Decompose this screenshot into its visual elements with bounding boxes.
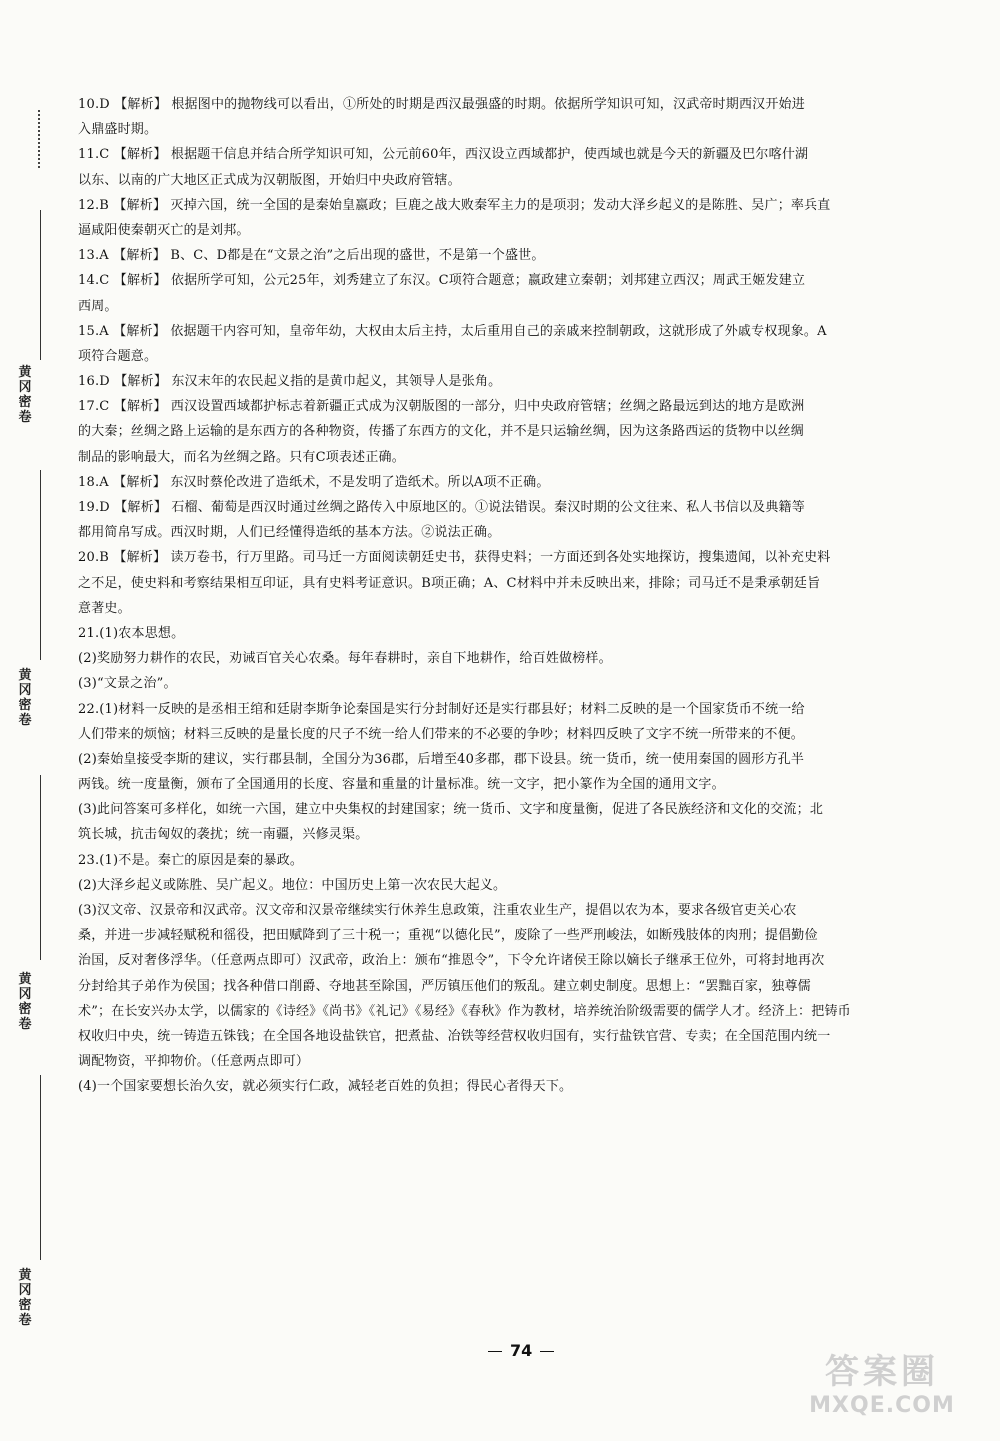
text-line: 分封给其子弟作为侯国；找各种借口削爵、夺地甚至除国，严厉镇压他们的叛乱。建立刺史制度。思想上：“罢黜百家，独尊儒: [78, 978, 811, 994]
site-watermark: [782, 1351, 982, 1431]
side-label: 黄冈密卷: [18, 972, 32, 1032]
text-line: 16.D 【解析】 东汉末年的农民起义指的是黄巾起义，其领导人是张角。: [78, 374, 502, 390]
text-line: 17.C 【解析】 西汉设置西域都护标志着新疆正式成为汉朝版图的一部分，归中央政府管辖；丝绸之路最远到达的地方是欧洲: [78, 399, 805, 415]
text-line: 两钱。统一度量衡，颁布了全国通用的长度、容量和重量的计量标准。统一文字，把小篆作为全国的通用文字。: [78, 777, 725, 793]
text-line: 逼咸阳使秦朝灭亡的是刘邦。: [78, 222, 250, 238]
answer-content: [78, 92, 944, 1100]
text-line: 18.A 【解析】 东汉时蔡伦改进了造纸术，不是发明了造纸术。所以A项不正确。: [78, 474, 550, 490]
text-line: 的大秦；丝绸之路上运输的是东西方的各种物资，传播了东西方的文化，并不是只运输丝绸，因为这条路西运的货物中以丝绸: [78, 424, 805, 440]
page-number: 74: [480, 1341, 562, 1360]
side-label: 黄冈密卷: [18, 668, 32, 728]
binding-line: [40, 1075, 41, 1260]
text-line: 21.(1)农本思想。: [78, 625, 185, 641]
text-line: 10.D 【解析】 根据图中的抛物线可以看出，①所处的时期是西汉最强盛的时期。依据所学知识可知，汉武帝时期西汉开始进: [78, 97, 805, 112]
text-line: 都用简帛写成。西汉时期，人们已经懂得造纸的基本方法。②说法正确。: [78, 525, 501, 541]
text-line: 以东、以南的广大地区正式成为汉朝版图，开始归中央政府管辖。: [78, 172, 461, 188]
watermark-url: MXQE.COM: [809, 1393, 955, 1418]
text-line: 之不足，使史料和考察结果相互印证，具有史料考证意识。B项正确；A、C材料中并未反映出来，排除；司马迁不是秉承朝廷旨: [78, 575, 821, 591]
text-line: (3)汉文帝、汉景帝和汉武帝。汉文帝和汉景帝继续实行休养生息政策，注重农业生产，提倡以农为本，要求各级官吏关心农: [78, 903, 797, 918]
text-line: 桑，并进一步减轻赋税和徭役，把田赋降到了三十税一；重视“以德化民”，废除了一些严刑峻法，如断残肢体的肉刑；提倡勤俭: [78, 928, 818, 944]
text-line: 术”；在长安兴办太学，以儒家的《诗经》《尚书》《礼记》《易经》《春秋》作为教材，培养统治阶级需要的儒学人才。经济上：把铸币: [78, 1003, 851, 1019]
text-line: (4)一个国家要想长治久安，就必须实行仁政，减轻老百姓的负担；得民心者得天下。: [78, 1079, 573, 1095]
text-line: (2)秦始皇接受李斯的建议，实行郡县制，全国分为36郡，后增至40多郡，郡下设县。统一货币，统一使用秦国的圆形方孔半: [78, 751, 805, 767]
text-line: 人们带来的烦恼；材料三反映的是量长度的尺子不统一给人们带来的不必要的争吵；材料四反映了文字不统一所带来的不便。: [78, 726, 805, 742]
text-line: (3)“文景之治”。: [78, 676, 177, 692]
watermark-logo: 答案圈: [825, 1352, 939, 1392]
side-label: 黄冈密卷: [18, 365, 32, 425]
text-line: 治国，反对奢侈浮华。（任意两点即可）汉武帝，政治上：颁布“推恩令”，下令允许诸侯王除以嫡长子继承王位外，可将封地再次: [78, 953, 825, 969]
text-line: 入鼎盛时期。: [78, 122, 158, 138]
binding-line: [40, 775, 41, 960]
text-line: 12.B 【解析】 灭掉六国，统一全国的是秦始皇嬴政；巨鹿之战大败秦军主力的是项羽；发动大泽乡起义的是陈胜、吴广；率兵直: [78, 197, 831, 213]
text-line: 权收归中央，统一铸造五铢钱；在全国各地设盐铁官，把煮盐、冶铁等经营权收归国有，实行盐铁官营、专卖；在全国范围内统一: [78, 1028, 831, 1044]
text-line: 制品的影响最大，而名为丝绸之路。只有C项表述正确。: [78, 449, 405, 465]
text-line: 调配物资，平抑物价。（任意两点即可）: [78, 1054, 310, 1070]
binding-dotted-line: [38, 110, 43, 168]
text-line: 11.C 【解析】 根据题干信息并结合所学知识可知，公元前60年，西汉设立西域都护，使西域也就是今天的新疆及巴尔喀什湖: [78, 147, 809, 163]
text-line: 15.A 【解析】 依据题干内容可知，皇帝年幼，大权由太后主持，太后重用自己的亲戚来控制朝政，这就形成了外戚专权现象。A: [78, 323, 827, 339]
text-line: (2)大泽乡起义或陈胜、吴广起义。地位：中国历史上第一次农民大起义。: [78, 877, 507, 893]
text-line: 13.A 【解析】 B、C、D都是在“文景之治”之后出现的盛世，不是第一个盛世。: [78, 248, 545, 264]
text-line: 项符合题意。: [78, 348, 158, 364]
text-line: 20.B 【解析】 读万卷书，行万里路。司马迁一方面阅读朝廷史书，获得史料；一方面还到各处实地探访，搜集遗闻，以补充史料: [78, 550, 831, 566]
text-line: 意著史。: [78, 600, 131, 616]
text-line: 23.(1)不是。秦亡的原因是秦的暴政。: [78, 852, 304, 868]
text-line: 筑长城，抗击匈奴的袭扰；统一南疆，兴修灵渠。: [78, 827, 369, 843]
binding-line: [40, 470, 41, 660]
text-line: 22.(1)材料一反映的是丞相王绾和廷尉李斯争论秦国是实行分封制好还是实行郡县好；材料二反映的是一个国家货币不统一给: [78, 701, 805, 717]
text-line: 19.D 【解析】 石榴、葡萄是西汉时通过丝绸之路传入中原地区的。①说法错误。秦汉时期的公文往来、私人书信以及典籍等: [78, 500, 805, 515]
text-line: 14.C 【解析】 依据所学可知，公元25年，刘秀建立了东汉。C项符合题意；嬴政建立秦朝；刘邦建立西汉；周武王姬发建立: [78, 273, 806, 289]
binding-line: [40, 210, 41, 360]
side-label: 黄冈密卷: [18, 1268, 32, 1328]
text-line: (2)奖励努力耕作的农民，劝诫百官关心农桑。每年春耕时，亲自下地耕作，给百姓做榜样。: [78, 651, 612, 667]
text-line: 西周。: [78, 298, 118, 314]
text-line: (3)此问答案可多样化，如统一六国，建立中央集权的封建国家；统一货币、文字和度量衡，促进了各民族经济和文化的交流；北: [78, 802, 824, 818]
